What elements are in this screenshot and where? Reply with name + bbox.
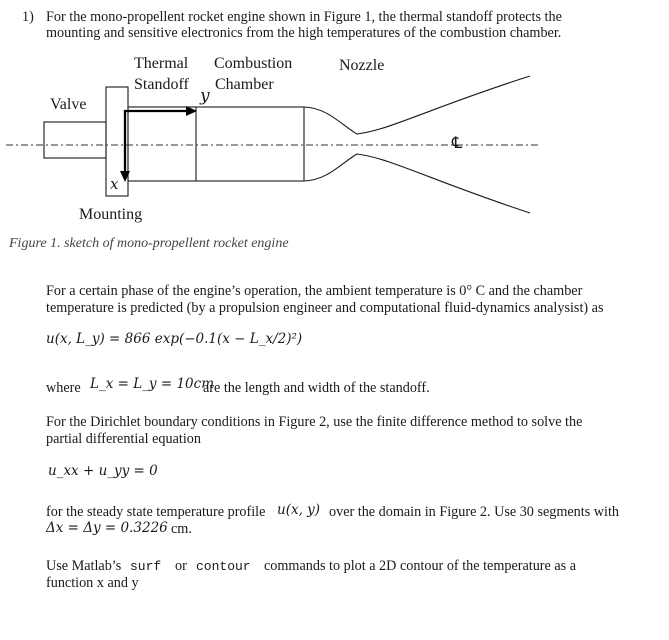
paragraph-1-line-1: For a certain phase of the engine’s operation, the ambient temperature is 0° C and the chamber <box>46 283 583 299</box>
command-surf: surf <box>130 559 162 574</box>
pde-equation: u_xx + u_yy = 0 <box>48 463 158 479</box>
label-x-axis: x <box>110 175 119 193</box>
problem-number: 1) <box>22 9 34 25</box>
label-combustion: Combustion <box>214 55 293 72</box>
where-label: where <box>46 380 81 396</box>
label-nozzle: Nozzle <box>339 57 385 74</box>
paragraph-4-line-2: function x and y <box>46 575 139 591</box>
delta-equation: Δx = Δy = 0.3226 <box>46 520 168 536</box>
paragraph-4-part-2: commands to plot a 2D contour of the temperature as a <box>264 558 577 574</box>
paragraph-2-line-2: partial differential equation <box>46 431 201 447</box>
delta-unit: cm. <box>171 521 192 537</box>
paragraph-4-part-1: Use Matlab’s <box>46 558 122 574</box>
intro-line-2: mounting and sensitive electronics from the high temperatures of the combustion chamber. <box>46 25 562 41</box>
figure-caption: Figure 1. sketch of mono-propellent rocket engine <box>9 236 289 251</box>
where-rest: are the length and width of the standoff. <box>203 380 430 396</box>
combustion-chamber-shape <box>128 107 304 181</box>
valve-shape <box>44 122 106 158</box>
command-contour: contour <box>196 559 251 574</box>
paragraph-2-line-1: For the Dirichlet boundary conditions in Figure 2, use the finite difference method to solve the <box>46 414 583 430</box>
label-valve: Valve <box>50 96 87 113</box>
centerline-symbol: ℄ <box>452 133 463 152</box>
boundary-equation: u(x, L_y) = 866 exp(−0.1(x − L_x/2)²) <box>46 331 303 347</box>
intro-line-1: For the mono-propellent rocket engine shown in Figure 1, the thermal standoff protects the <box>46 9 562 25</box>
paragraph-3-part-2: over the domain in Figure 2. Use 30 segments with <box>329 504 620 520</box>
paragraph-1-line-2: temperature is predicted (by a propulsion engineer and computational fluid-dynamics analysist) as <box>46 300 604 316</box>
paragraph-4-or: or <box>175 558 187 574</box>
nozzle-upper-contour <box>304 76 530 134</box>
where-equation: L_x = L_y = 10cm <box>90 376 214 392</box>
paragraph-3-part-1: for the steady state temperature profile <box>46 504 266 520</box>
label-chamber: Chamber <box>215 76 274 93</box>
nozzle-lower-contour <box>304 154 530 213</box>
label-y-axis: y <box>200 86 210 106</box>
label-standoff: Standoff <box>134 76 189 93</box>
label-mounting: Mounting <box>79 206 143 223</box>
label-thermal: Thermal <box>134 55 189 72</box>
paragraph-3-math: u(x, y) <box>277 502 321 518</box>
